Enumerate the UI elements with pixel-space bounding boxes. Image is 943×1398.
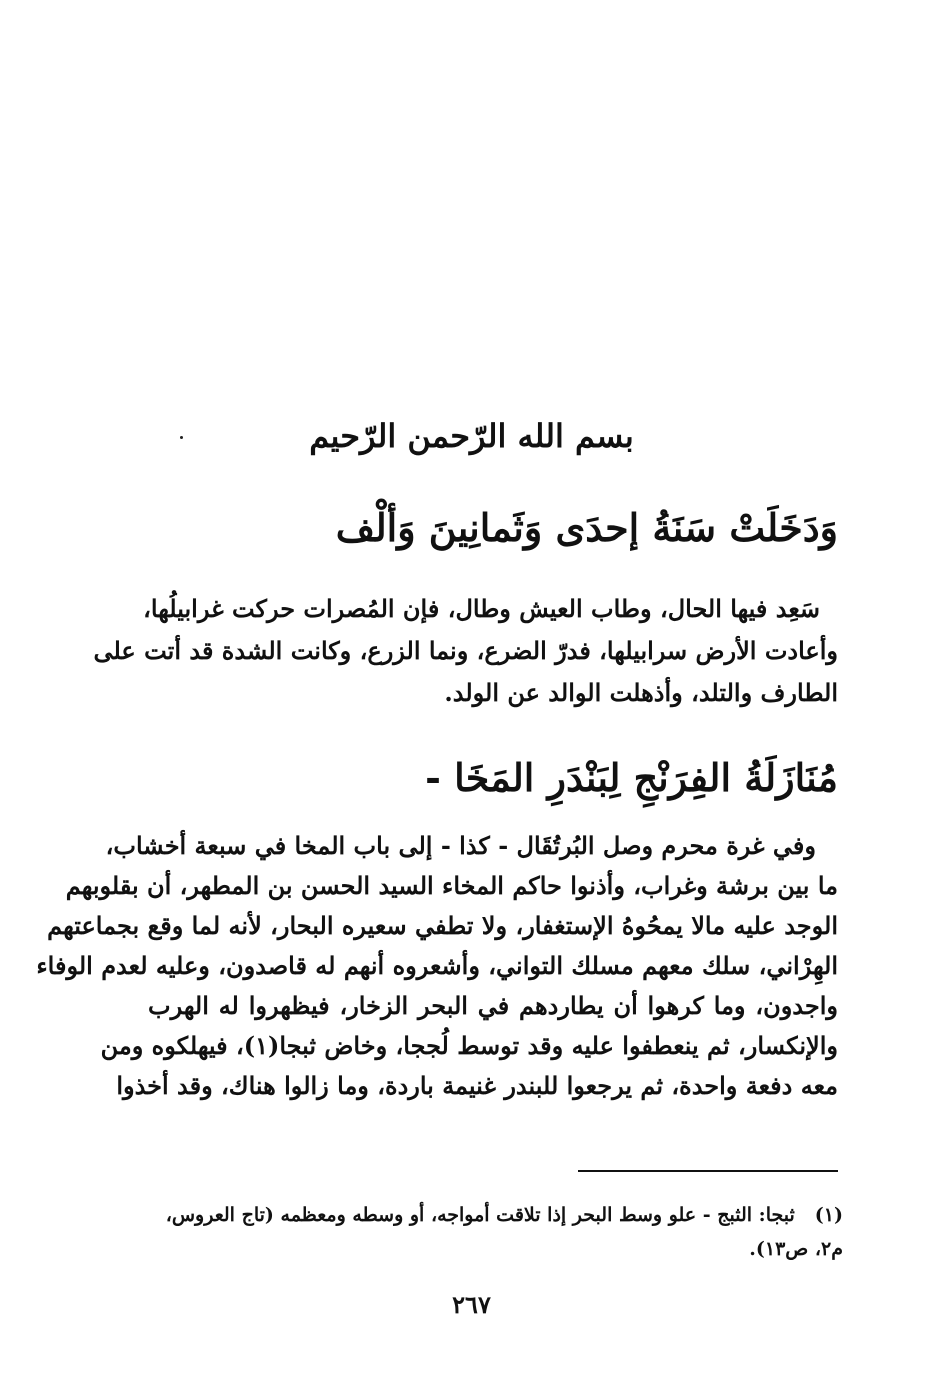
event-heading: مُنَازَلَةُ الفِرَنْجِ لِبَنْدَرِ المَخَا -	[425, 755, 838, 800]
text-line: الطارف والتلد، وأذهلت الوالد عن الولد.	[444, 678, 838, 707]
year-heading: وَدَخَلَتْ سَنَةُ إحدَى وَثَمانِينَ وَألْف	[335, 505, 838, 550]
footnote-text: ثبجا: الثبج - علو وسط البحر إذا تلاقت أمواجه، أو وسطه ومعظمه (تاج العروس، م٢، ص١٣).	[165, 1204, 843, 1260]
text-line: وأعادت الأرض سرابيلها، فدرّ الضرع، ونما الزرع، وكانت الشدة قد أتت على	[93, 636, 838, 665]
page-number: ٢٦٧	[452, 1290, 491, 1319]
footnote-divider	[578, 1170, 838, 1172]
footnote-number: (١)	[814, 1204, 843, 1226]
basmala: بسم الله الرّحمن الرّحيم	[309, 417, 634, 455]
paragraph-event-description	[36, 826, 838, 1106]
text-line: وفي غرة محرم وصل البُرتُقَال - كذا - إلى باب المخا في سبعة أخشاب،	[105, 831, 816, 860]
paragraph-year-description	[93, 588, 838, 714]
text-line: الهِرْاني، سلك معهم مسلك التواني، وأشعروه أنهم له قاصدون، وعليه لعدم الوفاء	[36, 951, 838, 980]
text-line: معه دفعة واحدة، ثم يرجعوا للبندر غنيمة باردة، وما زالوا هناك، وقد أخذوا	[116, 1071, 838, 1100]
text-line: والإنكسار، ثم ينعطفوا عليه وقد توسط لُججا، وخاض ثبجا(١)، فيهلكوه ومن	[100, 1031, 838, 1060]
speck-mark	[180, 436, 183, 439]
text-line: ما بين برشة وغراب، وأذنوا حاكم المخاء السيد الحسن بن المطهر، أن بقلوبهم	[65, 871, 838, 900]
text-line: واجدون، وما كرهوا أن يطاردهم في البحر الزخار، فيظهروا له الهرب	[148, 991, 838, 1020]
text-line: سَعِد فيها الحال، وطاب العيش وطال، فإن المُصرات حركت غرابيلُها،	[143, 594, 820, 623]
footnote	[143, 1198, 843, 1266]
text-line: الوجد عليه مالا يمحُوهُ الإستغفار، ولا تطفي سعيره البحار، لأنه لما وقع بجماعتهم	[47, 911, 838, 940]
